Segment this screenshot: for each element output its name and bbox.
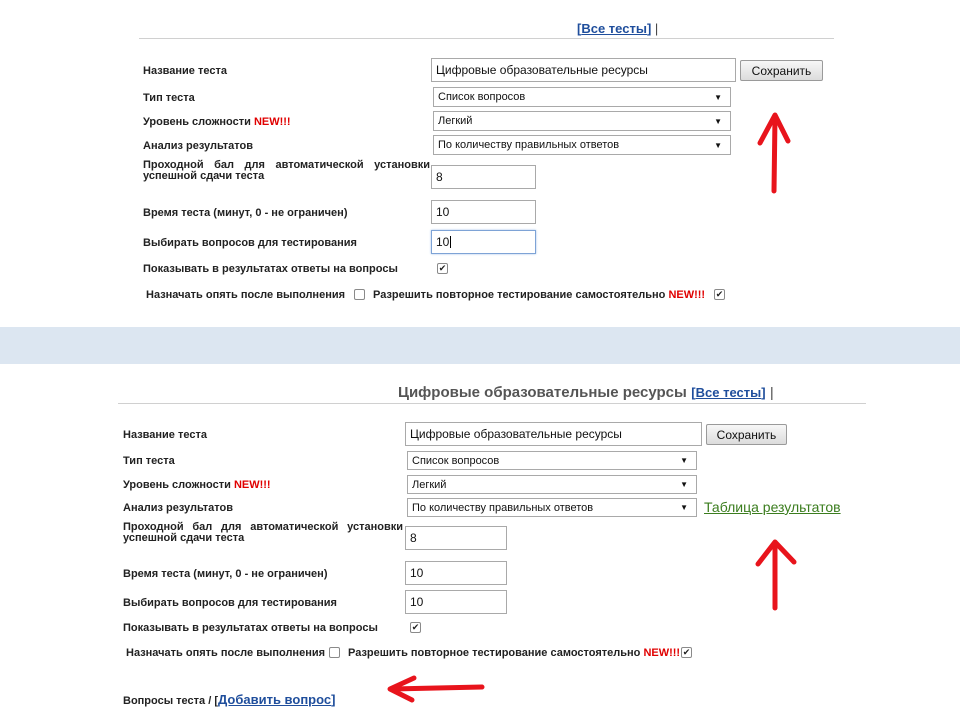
difficulty-text: Уровень сложности [143, 116, 254, 128]
difficulty-text: Уровень сложности [123, 479, 234, 491]
reassign-checkbox[interactable] [329, 647, 340, 658]
label-analysis: Анализ результатов [123, 502, 233, 514]
annotation-arrow-left-icon [380, 672, 490, 706]
label-time: Время теста (минут, 0 - не ограничен) [123, 568, 328, 580]
questions-row [123, 691, 335, 709]
bracket-close: ] [761, 385, 766, 400]
bottom-header [398, 384, 774, 402]
difficulty-value: Легкий [412, 478, 447, 491]
questions-count-input[interactable] [405, 590, 507, 614]
bracket-close: ] [646, 21, 652, 36]
new-badge: NEW!!! [233, 479, 271, 491]
save-button[interactable]: Сохранить [740, 60, 823, 81]
all-tests-link[interactable]: Все тесты [581, 21, 647, 36]
separator: | [654, 21, 659, 36]
allow-retake-checkbox[interactable]: ✔ [715, 289, 724, 299]
save-button[interactable]: Сохранить [706, 424, 787, 445]
test-type-value: Список вопросов [438, 91, 526, 103]
show-answers-checkbox[interactable]: ✔ [411, 622, 420, 632]
new-badge: NEW!!! [253, 116, 291, 128]
label-test-type: Тип теста [123, 455, 175, 467]
annotation-arrow-up-icon [750, 532, 802, 614]
questions-count-value: 10 [436, 235, 450, 249]
label-show-answers: Показывать в результатах ответы на вопросы [123, 622, 378, 634]
test-name-value: Цифровые образовательные ресурсы [410, 427, 622, 441]
allow-retake-checkbox[interactable]: ✔ [682, 647, 691, 657]
analysis-value: По количеству правильных ответов [438, 139, 620, 151]
bottom-divider [118, 403, 866, 404]
show-answers-checkbox[interactable]: ✔ [438, 263, 447, 273]
test-type-select[interactable] [407, 451, 697, 470]
section-divider-band [0, 327, 960, 364]
analysis-select[interactable] [433, 135, 731, 155]
pass-score-input[interactable] [431, 165, 536, 189]
time-input[interactable] [431, 200, 536, 224]
questions-count-value: 10 [410, 595, 424, 609]
analysis-select[interactable] [407, 498, 697, 517]
allow-retake-text: Разрешить повторное тестирование самостоятельно [348, 647, 644, 659]
dropdown-arrow-icon: ▼ [714, 116, 722, 126]
dropdown-arrow-icon: ▼ [714, 140, 722, 150]
label-allow-retake [348, 647, 680, 659]
annotation-arrow-up-icon [750, 105, 800, 197]
top-breadcrumb [577, 21, 658, 36]
label-test-name: Название теста [143, 65, 227, 77]
test-name-value: Цифровые образовательные ресурсы [436, 63, 648, 77]
questions-count-input[interactable] [431, 230, 536, 254]
label-test-name: Название теста [123, 429, 207, 441]
label-questions-count: Выбирать вопросов для тестирования [143, 237, 357, 249]
label-difficulty [143, 116, 291, 128]
new-badge: NEW!!! [643, 647, 681, 659]
dropdown-arrow-icon: ▼ [680, 456, 688, 465]
separator: | [770, 384, 774, 400]
dropdown-arrow-icon: ▼ [680, 480, 688, 489]
top-divider [139, 38, 834, 39]
analysis-value: По количеству правильных ответов [412, 501, 594, 514]
test-type-value: Список вопросов [412, 454, 500, 467]
label-analysis: Анализ результатов [143, 140, 253, 152]
test-type-select[interactable] [433, 87, 731, 107]
difficulty-select[interactable] [407, 475, 697, 494]
difficulty-select[interactable] [433, 111, 731, 131]
test-name-input[interactable] [431, 58, 736, 82]
time-value: 10 [410, 566, 424, 580]
label-pass-score: Проходной бал для автоматической установки успешной сдачи теста [143, 159, 430, 182]
questions-label: Вопросы теста / [ [123, 695, 218, 707]
label-reassign: Назначать опять после выполнения [146, 289, 346, 301]
label-reassign: Назначать опять после выполнения [126, 647, 326, 659]
time-input[interactable] [405, 561, 507, 585]
page-title: Цифровые образовательные ресурсы [398, 384, 687, 401]
reassign-checkbox[interactable] [354, 289, 365, 300]
new-badge: NEW!!! [668, 289, 706, 301]
label-difficulty [123, 479, 271, 491]
label-time: Время теста (минут, 0 - не ограничен) [143, 207, 348, 219]
difficulty-value: Легкий [438, 115, 473, 127]
test-name-input[interactable] [405, 422, 702, 446]
bracket-open: [ [577, 21, 582, 36]
label-test-type: Тип теста [143, 92, 195, 104]
allow-retake-text: Разрешить повторное тестирование самостоятельно [373, 289, 669, 301]
label-pass-score: Проходной бал для автоматической установки успешной сдачи теста [123, 521, 403, 544]
label-allow-retake [373, 289, 705, 301]
pass-score-value: 8 [410, 531, 417, 545]
time-value: 10 [436, 205, 450, 219]
questions-bracket-close: ] [331, 692, 336, 707]
all-tests-link[interactable]: Все тесты [695, 385, 762, 400]
add-question-link[interactable]: Добавить вопрос [217, 692, 332, 707]
dropdown-arrow-icon: ▼ [680, 503, 688, 512]
pass-score-input[interactable] [405, 526, 507, 550]
text-caret [450, 236, 451, 248]
pass-score-value: 8 [436, 170, 443, 184]
results-table-link[interactable]: Таблица результатов [704, 499, 841, 515]
label-questions-count: Выбирать вопросов для тестирования [123, 597, 337, 609]
dropdown-arrow-icon: ▼ [714, 92, 722, 102]
bracket-open: [ [691, 385, 696, 400]
label-show-answers: Показывать в результатах ответы на вопросы [143, 263, 398, 275]
